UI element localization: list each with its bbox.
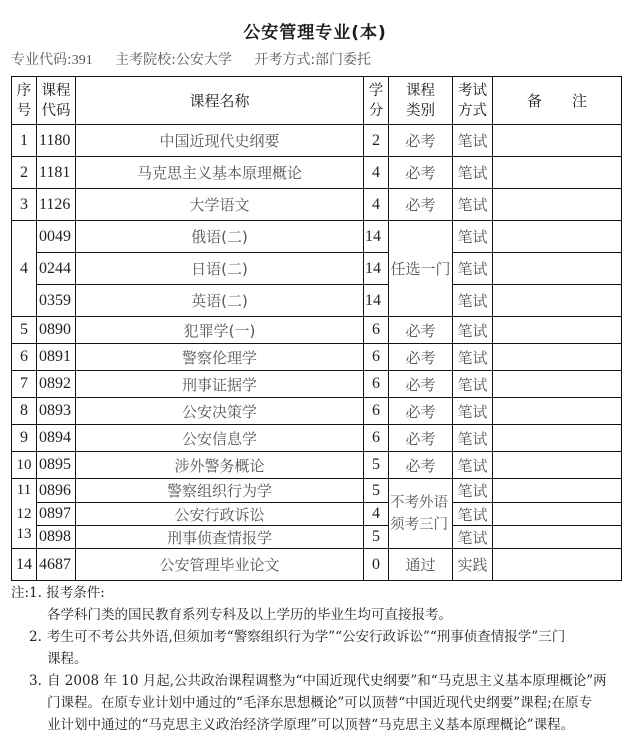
cell-exam: 笔试 — [453, 479, 493, 503]
note-1-heading — [11, 582, 623, 604]
major-meta — [11, 49, 389, 69]
cell-credit: 6 — [364, 371, 389, 398]
cell-type: 通过 — [389, 549, 453, 581]
cell-credit: 5 — [364, 479, 389, 503]
cell-exam: 笔试 — [453, 189, 493, 221]
cell-seq: 9 — [12, 425, 37, 452]
note-text: 门课程。在原专业计划中通过的“毛泽东思想概论”可以顶替“中国近现代史纲要”课程;在原专 — [47, 695, 593, 711]
cell-code: 0893 — [37, 398, 76, 425]
cell-name: 公安管理毕业论文 — [76, 549, 364, 581]
cell-type: 必考 — [389, 344, 453, 371]
exam-school: 主考院校:公安大学 — [115, 52, 232, 68]
note-text: 课程。 — [47, 651, 88, 667]
cell-type: 必考 — [389, 125, 453, 157]
note-number: 3. — [29, 673, 42, 689]
cell-remark — [493, 189, 622, 221]
table-row — [12, 253, 622, 285]
cell-credit: 6 — [364, 398, 389, 425]
cell-type-elective: 任选一门 — [389, 221, 453, 317]
cell-exam: 笔试 — [453, 503, 493, 526]
note-number: 1. — [29, 585, 42, 601]
header-type: 课程类别 — [389, 77, 453, 125]
cell-code: 1181 — [37, 157, 76, 189]
cell-exam: 笔试 — [453, 157, 493, 189]
cell-remark — [493, 479, 622, 503]
cell-remark — [493, 221, 622, 253]
table-row — [12, 317, 622, 344]
cell-credit: 5 — [364, 526, 389, 549]
cell-code: 0898 — [37, 526, 76, 549]
cell-exam: 实践 — [453, 549, 493, 581]
cell-remark — [493, 125, 622, 157]
cell-exam: 笔试 — [453, 253, 493, 285]
cell-credit: 14 — [364, 221, 389, 253]
cell-remark — [493, 452, 622, 479]
cell-name: 警察伦理学 — [76, 344, 364, 371]
cell-credit: 14 — [364, 253, 389, 285]
table-row — [12, 549, 622, 581]
cell-remark — [493, 157, 622, 189]
cell-name: 马克思主义基本原理概论 — [76, 157, 364, 189]
note-number: 2. — [29, 629, 42, 645]
cell-remark — [493, 285, 622, 317]
cell-name: 犯罪学(一) — [76, 317, 364, 344]
table-row — [12, 344, 622, 371]
cell-remark — [493, 253, 622, 285]
cell-exam: 笔试 — [453, 371, 493, 398]
cell-seq: 1 — [12, 125, 37, 157]
cell-code: 0359 — [37, 285, 76, 317]
course-plan-table — [11, 76, 622, 581]
cell-credit: 4 — [364, 503, 389, 526]
notes-section — [11, 582, 623, 736]
header-code: 课程代码 — [37, 77, 76, 125]
cell-remark — [493, 317, 622, 344]
cell-name: 日语(二) — [76, 253, 364, 285]
cell-name: 刑事侦查情报学 — [76, 526, 364, 549]
cell-name: 中国近现代史纲要 — [76, 125, 364, 157]
cell-type: 必考 — [389, 425, 453, 452]
cell-type: 必考 — [389, 452, 453, 479]
cell-credit: 0 — [364, 549, 389, 581]
cell-seq: 6 — [12, 344, 37, 371]
table-header-row — [12, 77, 622, 125]
cell-type: 必考 — [389, 317, 453, 344]
major-code-value: 391 — [71, 53, 93, 68]
cell-exam: 笔试 — [453, 221, 493, 253]
cell-seq: 8 — [12, 398, 37, 425]
table-row — [12, 371, 622, 398]
cell-exam: 笔试 — [453, 398, 493, 425]
cell-seq: 2 — [12, 157, 37, 189]
major-code-label: 专业代码: — [11, 52, 72, 68]
cell-exam: 笔试 — [453, 452, 493, 479]
cell-code: 0894 — [37, 425, 76, 452]
cell-remark — [493, 344, 622, 371]
cell-seq: 7 — [12, 371, 37, 398]
cell-remark — [493, 503, 622, 526]
cell-name: 公安信息学 — [76, 425, 364, 452]
cell-credit: 4 — [364, 189, 389, 221]
table-row — [12, 526, 622, 549]
cell-seq: 10 — [12, 452, 37, 479]
cell-seq: 13 — [12, 526, 37, 549]
header-name: 课程名称 — [76, 77, 364, 125]
header-remark: 备 注 — [493, 77, 622, 125]
cell-seq: 11 — [12, 479, 37, 503]
page-title: 公安管理专业(本) — [243, 23, 387, 43]
cell-seq: 12 — [12, 503, 37, 526]
cell-seq: 4 — [12, 221, 37, 317]
cell-name: 刑事证据学 — [76, 371, 364, 398]
header-credit: 学分 — [364, 77, 389, 125]
notes-prefix: 注: — [11, 585, 30, 601]
cell-seq: 5 — [12, 317, 37, 344]
header-exam: 考试方式 — [453, 77, 493, 125]
cell-remark — [493, 371, 622, 398]
cell-code: 0895 — [37, 452, 76, 479]
cell-code: 0892 — [37, 371, 76, 398]
table-row — [12, 503, 622, 526]
cell-code: 0890 — [37, 317, 76, 344]
table-row — [12, 189, 622, 221]
cell-exam: 笔试 — [453, 285, 493, 317]
cell-name: 公安行政诉讼 — [76, 503, 364, 526]
note-text: 各学科门类的国民教育系列专科及以上学历的毕业生均可直接报考。 — [47, 607, 452, 623]
cell-remark — [493, 398, 622, 425]
cell-remark — [493, 526, 622, 549]
table-row — [12, 452, 622, 479]
cell-code: 0897 — [37, 503, 76, 526]
cell-code: 1180 — [37, 125, 76, 157]
note-text: 考生可不考公共外语,但须加考“警察组织行为学”“公安行政诉讼”“刑事侦查情报学”三门 — [47, 629, 566, 645]
table-row — [12, 398, 622, 425]
cell-credit: 4 — [364, 157, 389, 189]
table-row — [12, 157, 622, 189]
cell-exam: 笔试 — [453, 125, 493, 157]
cell-name: 英语(二) — [76, 285, 364, 317]
cell-code: 0244 — [37, 253, 76, 285]
cell-remark — [493, 549, 622, 581]
cell-credit: 5 — [364, 452, 389, 479]
cell-code: 1126 — [37, 189, 76, 221]
cell-exam: 笔试 — [453, 526, 493, 549]
cell-code: 0896 — [37, 479, 76, 503]
header-seq: 序号 — [12, 77, 37, 125]
table-row — [12, 479, 622, 503]
major-code — [11, 52, 93, 68]
table-row — [12, 285, 622, 317]
cell-code: 4687 — [37, 549, 76, 581]
cell-name: 涉外警务概论 — [76, 452, 364, 479]
exam-method: 开考方式:部门委托 — [254, 52, 372, 68]
cell-name: 警察组织行为学 — [76, 479, 364, 503]
cell-type: 必考 — [389, 398, 453, 425]
cell-credit: 2 — [364, 125, 389, 157]
note-text: 报考条件: — [46, 585, 105, 601]
cell-credit: 6 — [364, 317, 389, 344]
note-text: 业计划中通过的“马克思主义政治经济学原理”可以顶替“马克思主义基本原理概论”课程。 — [47, 717, 575, 733]
cell-type: 必考 — [389, 189, 453, 221]
cell-credit: 6 — [364, 344, 389, 371]
note-3 — [11, 670, 623, 692]
cell-type-no-foreign-language: 不考外语须考三门 — [389, 479, 453, 549]
cell-code: 0049 — [37, 221, 76, 253]
note-text: 自 2008 年 10 月起,公共政治课程调整为“中国近现代史纲要”和“马克思主义基本原理概论”两 — [47, 673, 607, 689]
cell-name: 公安决策学 — [76, 398, 364, 425]
cell-credit: 14 — [364, 285, 389, 317]
cell-remark — [493, 425, 622, 452]
cell-name: 大学语文 — [76, 189, 364, 221]
cell-credit: 6 — [364, 425, 389, 452]
note-2 — [11, 626, 623, 648]
cell-code: 0891 — [37, 344, 76, 371]
cell-seq: 14 — [12, 549, 37, 581]
table-row — [12, 125, 622, 157]
cell-type: 必考 — [389, 371, 453, 398]
table-row — [12, 221, 622, 253]
table-row — [12, 425, 622, 452]
cell-type: 必考 — [389, 157, 453, 189]
cell-exam: 笔试 — [453, 317, 493, 344]
cell-seq: 3 — [12, 189, 37, 221]
cell-exam: 笔试 — [453, 425, 493, 452]
cell-exam: 笔试 — [453, 344, 493, 371]
cell-name: 俄语(二) — [76, 221, 364, 253]
